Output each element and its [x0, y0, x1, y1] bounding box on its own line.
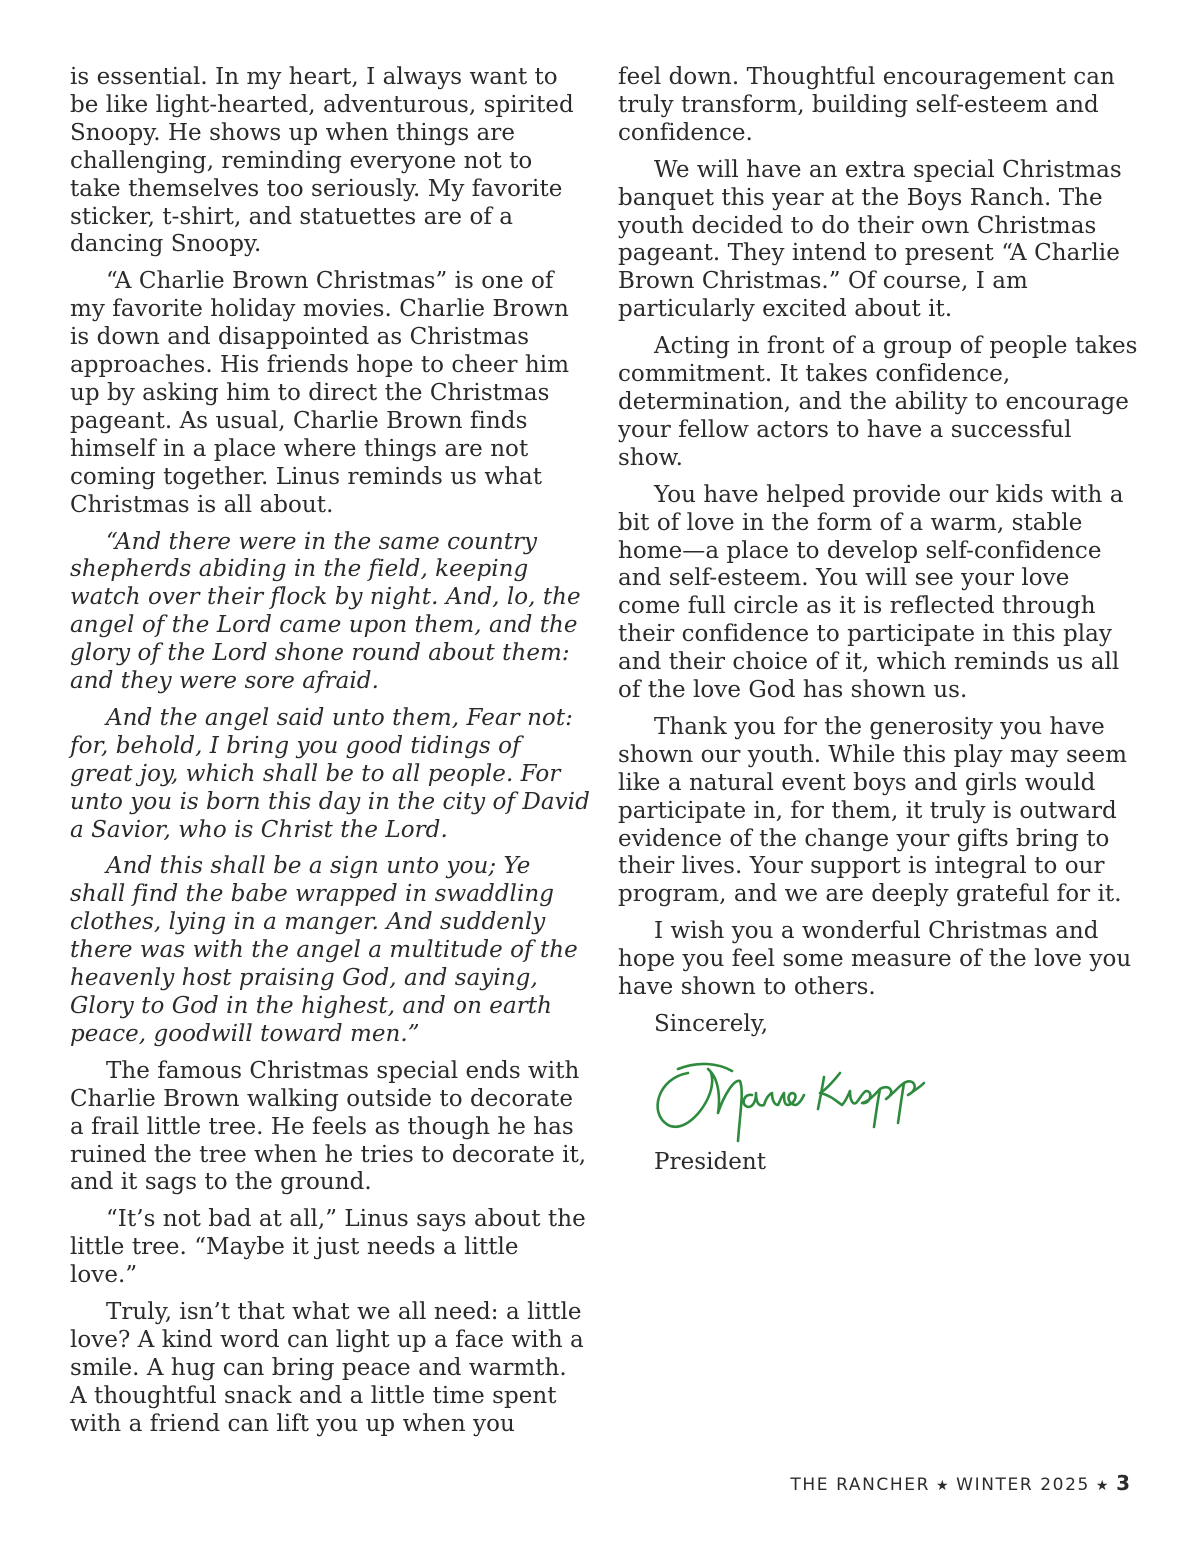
scripture-quote-paragraph: “And there were in the same country shepherds abiding in the field, keeping watch over their flock by night. And, lo, the angel of the Lord came upon them, and the glory of the Lord shone round about them: and they were sore afraid. [70, 528, 581, 695]
signature-image [648, 1043, 958, 1143]
body-paragraph: Acting in front of a group of people takes commitment. It takes confidence, determination, and the ability to encourage your fellow actors to have a successful show. [618, 333, 1138, 471]
closing-salutation: Sincerely, [654, 1011, 769, 1037]
star-icon: ★ [936, 1478, 951, 1494]
body-paragraph: Thank you for the generosity you have shown our youth. While this play may seem like a natural event boys and girls would participate in, for them, it truly is outward evidence of the change your gifts bring to their lives. Your support is integral to our program, and we are deeply grateful for it. [618, 713, 1127, 908]
body-paragraph: The famous Christmas special ends with Charlie Brown walking outside to decorate a frail little tree. He feels as though he has ruined the tree when he tries to decorate it, and it sags to the ground. [70, 1057, 587, 1196]
body-paragraph: “A Charlie Brown Christmas” is one of my favorite holiday movies. Charlie Brown is down and disappointed as Christmas approaches. His friends hope to cheer him up by asking him to direct the Christmas pageant. As usual, Charlie Brown finds himself in a place where things are not coming together. Linus reminds us what Christmas is all about. [70, 268, 570, 518]
body-paragraph: “It’s not bad at all,” Linus says about the little tree. “Maybe it just needs a little love.” [70, 1206, 586, 1289]
body-paragraph: Truly, isn’t that what we all need: a little love? A kind word can light up a face with a smile. A hug can bring peace and warmth. A thoughtful snack and a little time spent with a friend can lift you up when you [70, 1299, 584, 1437]
page-footer [790, 1471, 1130, 1495]
star-icon: ★ [1095, 1478, 1111, 1494]
body-paragraph: is essential. In my heart, I always want to be like light-hearted, adventurous, spirited Snoopy. He shows up when things are challenging, reminding everyone not to take themselves too seriously. My favorite sticker, t-shirt, and statuettes are of a dancing Snoopy. [70, 64, 574, 258]
publication-name: THE RANCHER [790, 1475, 931, 1495]
scripture-quote-paragraph: And the angel said unto them, Fear not: for, behold, I bring you good tidings of great joy, which shall be to all people. For unto you is born this day in the city of David a Savior, who is Christ the Lord. [70, 704, 590, 843]
left-column [70, 64, 590, 1448]
body-paragraph: We will have an extra special Christmas banquet this year at the Boys Ranch. The youth decided to do their own Christmas pageant. They intend to present “A Charlie Brown Christmas.” Of course, I am particularly excited about it. [618, 156, 1122, 323]
body-paragraph: I wish you a wonderful Christmas and hope you feel some measure of the love you have shown to others. [618, 918, 1132, 1001]
issue-label: WINTER 2025 [956, 1475, 1090, 1495]
scripture-quote-paragraph: And this shall be a sign unto you; Ye shall find the babe wrapped in swaddling clothes, lying in a manger. And suddenly there was with the angel a multitude of the heavenly host praising God, and saying, Glory to God in the highest, and on earth peace, goodwill toward men.” [70, 853, 578, 1047]
right-column [618, 64, 1138, 1186]
body-paragraph: You have helped provide our kids with a bit of love in the form of a warm, stable home—a place to develop self-confidence and self-esteem. You will see your love come full circle as it is reflected through their confidence to participate in this play and their choice of it, which reminds us all of the love God has shown us. [618, 481, 1124, 704]
signer-title: President [654, 1148, 767, 1175]
body-paragraph: feel down. Thoughtful encouragement can truly transform, building self-esteem and confidence. [618, 64, 1115, 146]
page-number: 3 [1116, 1471, 1130, 1495]
